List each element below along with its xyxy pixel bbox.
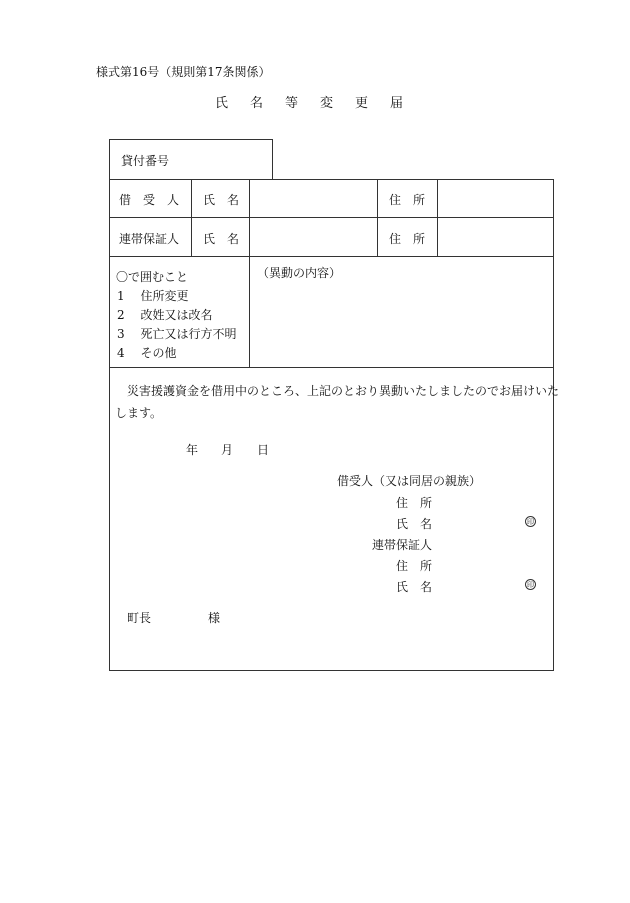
borrower-name-label: 氏 名	[203, 193, 240, 207]
loan-number-label: 貸付番号	[121, 154, 170, 168]
col-divider	[377, 179, 378, 257]
option-number: 1	[117, 289, 125, 303]
option-item	[117, 344, 176, 361]
option-text: 改姓又は改名	[140, 308, 213, 322]
date-day: 日	[257, 443, 270, 457]
row-divider	[109, 217, 554, 218]
row-divider	[109, 256, 554, 257]
option-number: 3	[117, 327, 125, 341]
date-year: 年	[186, 443, 199, 457]
option-text: その他	[140, 346, 177, 360]
borrower-label: 借 受 人	[119, 193, 180, 207]
form-number: 様式第16号（規則第17条関係）	[96, 65, 271, 79]
option-item	[117, 306, 212, 323]
guarantor-name-label: 氏 名	[203, 232, 240, 246]
seal-icon: 印	[527, 581, 534, 589]
option-number: 2	[117, 308, 125, 322]
option-text: 死亡又は行方不明	[140, 327, 237, 341]
col-divider	[249, 179, 250, 367]
statement-line-2: します。	[115, 406, 163, 420]
honorific-label: 様	[208, 611, 221, 625]
row-divider	[109, 367, 554, 368]
guarantor-address-field[interactable]	[439, 219, 551, 254]
date-month: 月	[221, 443, 234, 457]
borrower-address-label: 住 所	[389, 193, 426, 207]
guarantor-address-label: 住 所	[389, 232, 426, 246]
borrower-sign-name-label: 氏 名	[396, 517, 433, 531]
borrower-sign-address-label: 住 所	[396, 496, 433, 510]
borrower-name-field[interactable]	[251, 181, 375, 215]
page-title: 氏名等変更届	[214, 96, 425, 111]
statement-line-1: 災害援護資金を借用中のところ、上記のとおり異動いたしましたのでお届けいた	[127, 384, 560, 398]
borrower-address-field[interactable]	[439, 181, 551, 215]
seal-icon: 印	[527, 518, 534, 526]
guarantor-sign-name-label: 氏 名	[396, 580, 433, 594]
change-content-field[interactable]	[251, 283, 551, 363]
col-divider	[437, 179, 438, 257]
option-item	[117, 325, 236, 342]
guarantor-heading: 連帯保証人	[372, 538, 433, 552]
col-divider	[191, 179, 192, 257]
guarantor-label: 連帯保証人	[119, 232, 180, 246]
borrower-heading: 借受人（又は同居の親族）	[337, 474, 482, 488]
option-number: 4	[117, 346, 125, 360]
circle-instruction: 〇で囲むこと	[116, 270, 189, 284]
option-item	[117, 287, 188, 304]
option-text: 住所変更	[140, 289, 189, 303]
guarantor-name-field[interactable]	[251, 219, 375, 254]
change-content-label: （異動の内容）	[257, 266, 342, 280]
mayor-label: 町長	[127, 611, 152, 625]
guarantor-sign-address-label: 住 所	[396, 559, 433, 573]
